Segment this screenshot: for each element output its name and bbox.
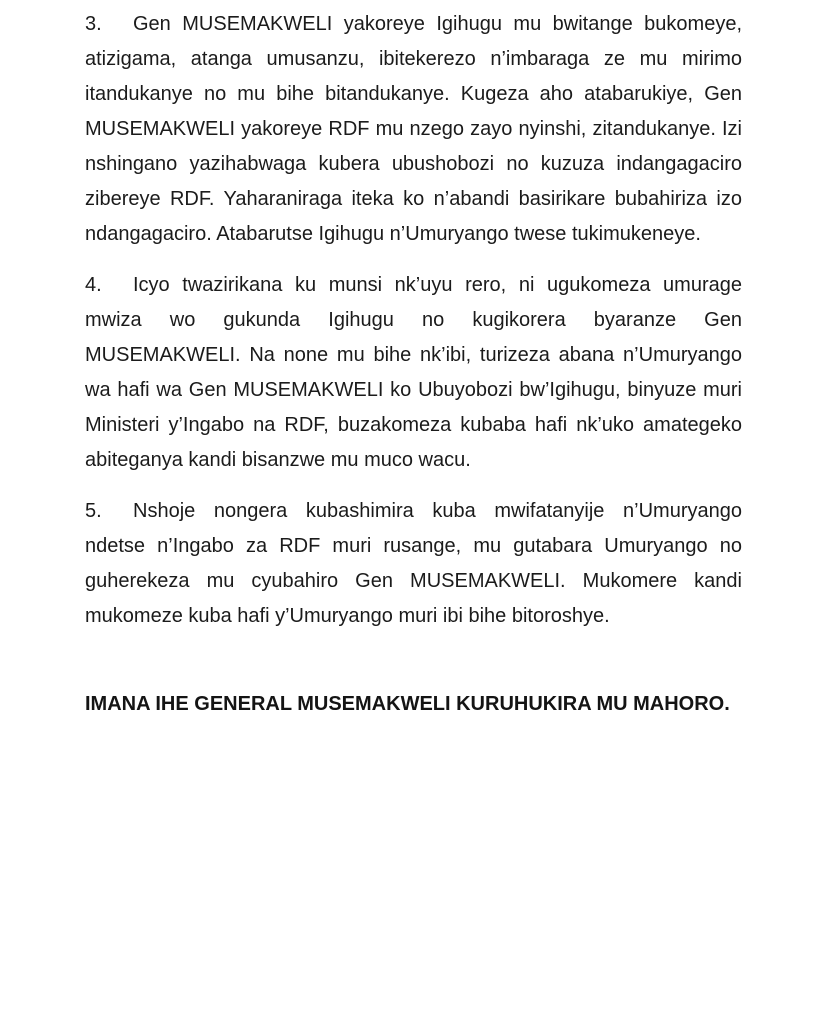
paragraph-3-text: Gen MUSEMAKWELI yakoreye Igihugu mu bwitange bukomeye, atizigama, atanga umusanzu, ibitekerezo n’imbaraga ze mu mirimo itandukanye no mu bihe bitandukanye. Kugeza aho atabarukiye, Gen MUSEMAKWELI yakoreye RDF mu nzego zayo nyinshi, zitandukanye. Izi nshingano yazihabwaga kubera ubushobozi no kuzuza indangagaciro zibereye RDF. Yaharaniraga iteka ko n’abandi basirikare bubahiriza izo ndangagaciro. Atabarutse Igihugu n’Umuryango twese tukimukeneye. bbox=[85, 13, 742, 245]
paragraph-5 bbox=[85, 494, 742, 634]
paragraph-5-text: Nshoje nongera kubashimira kuba mwifatanyije n’Umuryango ndetse n’Ingabo za RDF muri rusange, mu gutabara Umuryango no guherekeza mu cyubahiro Gen MUSEMAKWELI. Mukomere kandi mukomeze kuba hafi y’Umuryango muri ibi bihe bitoroshye. bbox=[85, 500, 742, 627]
paragraph-4-text: Icyo twazirikana ku munsi nk’uyu rero, ni ugukomeza umurage mwiza wo gukunda Igihugu no kugikorera byaranze Gen MUSEMAKWELI. Na none mu bihe nk’ibi, turizeza abana n’Umuryango wa hafi wa Gen MUSEMAKWELI ko Ubuyobozi bw’Igihugu, binyuze muri Ministeri y’Ingabo na RDF, buzakomeza kubaba hafi nk’uko amategeko abiteganya kandi bisanzwe mu muco wacu. bbox=[85, 274, 742, 471]
paragraph-5-number: 5. bbox=[85, 500, 102, 522]
paragraph-3-number: 3. bbox=[85, 13, 102, 35]
paragraph-4-number: 4. bbox=[85, 274, 102, 296]
closing-statement: IMANA IHE GENERAL MUSEMAKWELI KURUHUKIRA MU MAHORO. bbox=[85, 693, 730, 715]
paragraph-4 bbox=[85, 268, 742, 478]
paragraph-3 bbox=[85, 7, 742, 252]
